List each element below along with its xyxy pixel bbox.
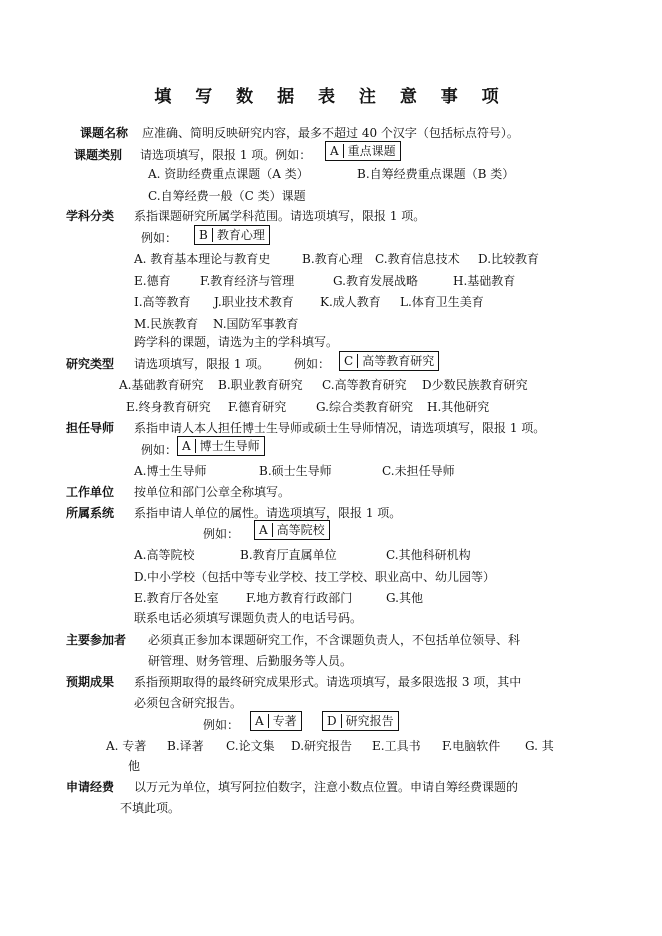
project-category-text: 请选项填写，限报 1 项。例如： (140, 148, 312, 162)
participants-line1: 必须真正参加本课题研究工作，不含课题负责人，不包括单位领导、科 (148, 633, 521, 647)
project-category-option: B.自筹经费重点课题（B 类） (357, 167, 515, 181)
participants-label: 主要参加者 (66, 633, 127, 647)
affiliation-text: 系指申请人单位的属性。请选项填写，限报 1 项。 (134, 506, 402, 520)
supervisor-option: C.未担任导师 (382, 464, 455, 478)
supervisor-option: A.博士生导师 (134, 464, 207, 478)
research-type-option: G.综合类教育研究 (316, 400, 413, 414)
discipline-example-box (194, 225, 270, 245)
expected-results-option: E.工具书 (372, 739, 421, 753)
expected-results-option-wrap: 他 (128, 759, 141, 773)
example-divider (268, 714, 269, 728)
expected-results-option: G. 其 (525, 739, 554, 753)
research-type-text: 请选项填写，限报 1 项。 (134, 357, 270, 371)
affiliation-option: G.其他 (386, 591, 423, 605)
discipline-text: 系指课题研究所属学科范围。请选项填写，限报 1 项。 (134, 209, 426, 223)
participants-line2: 研管理、财务管理、后勤服务等人员。 (148, 654, 353, 668)
research-type-label: 研究类型 (66, 357, 115, 371)
project-category-option: C.自筹经费一般（C 类）课题 (148, 189, 306, 203)
discipline-label: 学科分类 (66, 209, 115, 223)
expected-results-line1: 系指预期取得的最终研究成果形式。请选项填写，最多限选报 3 项，其中 (134, 675, 522, 689)
expected-results-label: 预期成果 (66, 675, 115, 689)
example-divider (341, 714, 342, 728)
discipline-option: J.职业技术教育 (214, 295, 294, 309)
project-category-label: 课题类别 (74, 148, 123, 162)
research-type-option: E.终身教育研究 (126, 400, 211, 414)
example-divider (212, 228, 213, 242)
example-divider (343, 144, 344, 158)
discipline-option: B.教育心理 (302, 252, 363, 266)
example-code: A (182, 439, 191, 453)
expected-results-example-box (322, 711, 399, 731)
example-text: 专著 (272, 714, 297, 728)
supervisor-text: 系指申请人本人担任博士生导师或硕士生导师情况，请选项填写，限报 1 项。 (134, 421, 546, 435)
expected-results-option: D.研究报告 (291, 739, 353, 753)
research-type-option: F.德育研究 (228, 400, 287, 414)
discipline-option: I.高等教育 (134, 295, 191, 309)
example-code: C (344, 354, 354, 368)
affiliation-option: B.教育厅直属单位 (240, 548, 337, 562)
example-code: A (330, 144, 339, 158)
expected-results-option: F.电脑软件 (442, 739, 501, 753)
expected-results-option: B.译著 (167, 739, 204, 753)
discipline-option: D.比较教育 (478, 252, 540, 266)
affiliation-option: F.地方教育行政部门 (246, 591, 353, 605)
discipline-option: A. 教育基本理论与教育史 (134, 252, 271, 266)
affiliation-example-box (254, 520, 330, 540)
supervisor-option: B.硕士生导师 (259, 464, 332, 478)
example-text: 研究报告 (345, 714, 394, 728)
example-code: B (199, 228, 208, 242)
affiliation-example-prefix: 例如： (203, 527, 240, 541)
research-type-example-prefix: 例如： (294, 357, 331, 371)
research-type-example-box (339, 351, 439, 371)
example-divider (195, 439, 196, 453)
example-code: D (327, 714, 337, 728)
expected-results-line2: 必须包含研究报告。 (134, 696, 243, 710)
funding-line1: 以万元为单位，填写阿拉伯数字，注意小数点位置。申请自筹经费课题的 (134, 780, 519, 794)
example-text: 博士生导师 (199, 439, 260, 453)
discipline-option: G.教育发展战略 (333, 274, 418, 288)
discipline-option: E.德育 (134, 274, 171, 288)
discipline-option: L.体育卫生美育 (400, 295, 484, 309)
supervisor-label: 担任导师 (66, 421, 115, 435)
expected-results-option: C.论文集 (226, 739, 275, 753)
project-name-label: 课题名称 (80, 126, 129, 140)
affiliation-option: E.教育厅各处室 (134, 591, 219, 605)
example-divider (272, 523, 273, 537)
affiliation-option: A.高等院校 (134, 548, 195, 562)
discipline-option: C.教育信息技术 (375, 252, 460, 266)
research-type-option: D少数民族教育研究 (422, 378, 528, 392)
affiliation-option: C.其他科研机构 (386, 548, 471, 562)
discipline-note: 跨学科的课题，请选为主的学科填写。 (134, 335, 339, 349)
supervisor-example-prefix: 例如： (141, 443, 178, 457)
discipline-example-prefix: 例如： (141, 231, 178, 245)
example-divider (357, 354, 358, 368)
research-type-option: H.其他研究 (427, 400, 490, 414)
work-unit-text: 按单位和部门公章全称填写。 (134, 485, 291, 499)
discipline-option: K.成人教育 (320, 295, 381, 309)
discipline-option: F.教育经济与管理 (200, 274, 295, 288)
example-text: 高等教育研究 (362, 354, 435, 368)
expected-results-example-box (250, 711, 302, 731)
page-title: 填 写 数 据 表 注 意 事 项 (154, 87, 508, 107)
discipline-option: N.国防军事教育 (213, 317, 299, 331)
affiliation-label: 所属系统 (66, 506, 115, 520)
example-code: A (259, 523, 268, 537)
expected-results-example-prefix: 例如： (203, 718, 240, 732)
work-unit-label: 工作单位 (66, 485, 115, 499)
example-text: 重点课题 (347, 144, 396, 158)
project-category-example-box (325, 141, 401, 161)
affiliation-option: D.中小学校（包括中等专业学校、技工学校、职业高中、幼儿园等） (134, 570, 496, 584)
example-text: 高等院校 (276, 523, 325, 537)
funding-label: 申请经费 (66, 780, 115, 794)
project-category-option: A. 资助经费重点课题（A 类） (148, 167, 309, 181)
discipline-option: H.基础教育 (453, 274, 516, 288)
example-text: 教育心理 (216, 228, 265, 242)
expected-results-option: A. 专著 (106, 739, 147, 753)
research-type-option: B.职业教育研究 (218, 378, 303, 392)
research-type-option: A.基础教育研究 (119, 378, 204, 392)
funding-line2: 不填此项。 (120, 801, 181, 815)
discipline-option: M.民族教育 (134, 317, 199, 331)
research-type-option: C.高等教育研究 (322, 378, 407, 392)
supervisor-example-box (177, 436, 265, 456)
project-name-text: 应准确、简明反映研究内容，最多不超过 40 个汉字（包括标点符号）。 (142, 126, 519, 140)
affiliation-note: 联系电话必须填写课题负责人的电话号码。 (134, 611, 363, 625)
example-code: A (255, 714, 264, 728)
